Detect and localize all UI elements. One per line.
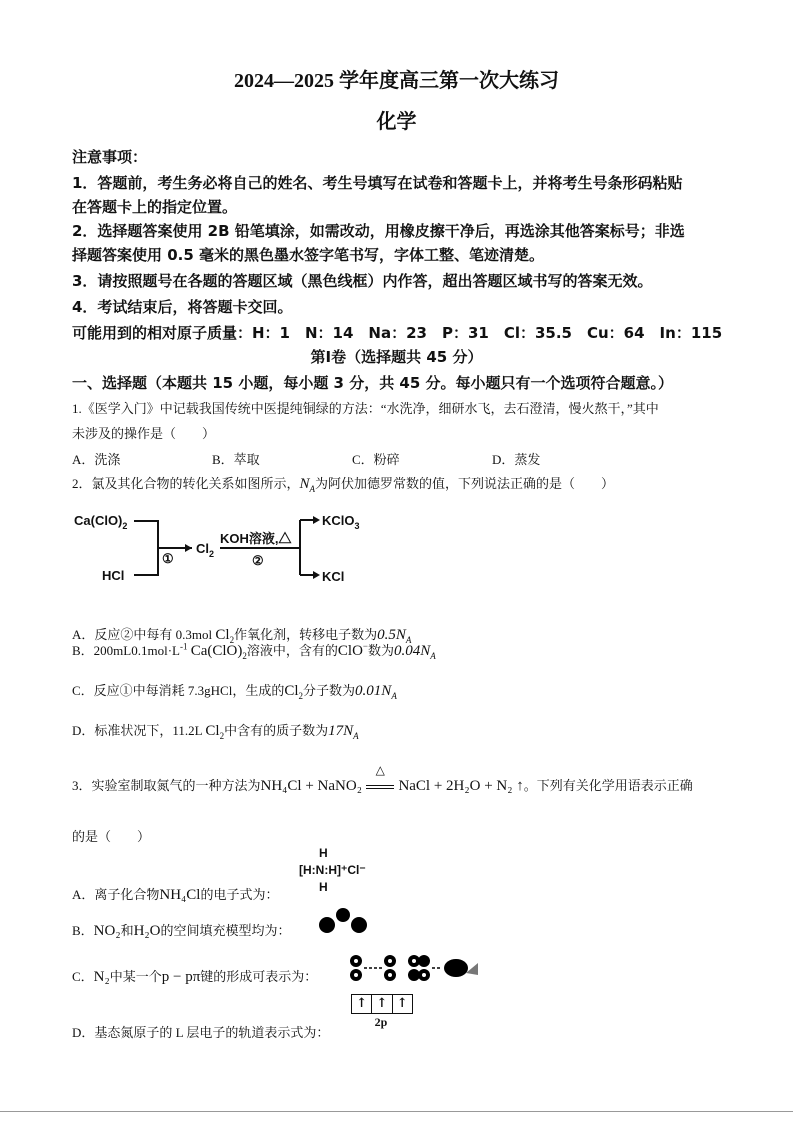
- q3-option-a: [72, 884, 278, 904]
- q2-d-pre: D．标准状况下，11.2L: [72, 723, 206, 738]
- q3-c-post: 键的形成可表示为：: [200, 969, 318, 984]
- scheme-condition: KOH溶液,△: [220, 531, 292, 546]
- q2-a-chem: $Cl_2$: [215, 627, 235, 645]
- scheme-product-kcl: KCl: [322, 569, 345, 584]
- scheme-product-kclo3: KClO$_3$: [322, 513, 360, 531]
- edot-line-1: H: [319, 846, 328, 860]
- q2-c-mid: 分子数为: [303, 683, 356, 698]
- q2-b-ion: ClO−: [337, 641, 368, 659]
- scheme-step-2: ②: [252, 553, 264, 568]
- q2-a-pre: A．反应②中每有 0.3mol: [72, 627, 216, 642]
- q2-a-val: $0.5N_A$: [377, 627, 412, 645]
- q3-c-pre: C．: [72, 969, 94, 984]
- edot-line-2: [H:N:H]⁺Cl⁻: [299, 863, 366, 877]
- q3-stem-post: 。下列有关化学用语表示正确: [523, 778, 693, 793]
- q3-eq-left: NH₄Cl + NaNO₂: [260, 778, 362, 794]
- q2-option-d: [72, 720, 359, 741]
- q1-option-a: A．洗涤: [72, 452, 121, 467]
- notice-item-2: 2．选择题答案使用 2B 铅笔填涂，如需改动，用橡皮擦干净后，再选涂其他答案标号；非选: [72, 222, 685, 240]
- q3-c-bond: p − pπ: [161, 969, 201, 985]
- exam-title: 2024—2025 学年度高三第一次大练习: [234, 70, 559, 92]
- q3-stem: [72, 763, 693, 795]
- q2-c-pre: C．反应①中每消耗 7.3gHCl，生成的: [72, 683, 285, 698]
- orbital-diagram: [351, 994, 415, 1030]
- atomic-masses: 可能用到的相对原子质量：H：1 N：14 Na：23 P：31 Cl：35.5 Cu：64 In：115: [72, 324, 723, 342]
- q3-b-chem2: H₂O: [133, 923, 161, 939]
- orbital-box-1: ↑: [352, 995, 372, 1013]
- q2-reaction-scheme: [72, 505, 392, 590]
- q2-b-val: $0.04N_A$: [394, 643, 436, 661]
- q2-b-mid: 溶液中，含有的: [246, 643, 338, 658]
- q3-a-pre: A．离子化合物: [72, 887, 160, 902]
- orbital-box-3: ↑: [396, 996, 408, 1011]
- q3-b-chem1: NO₂: [93, 923, 121, 939]
- q2-stem-post: 为阿伏加德罗常数的值，下列说法正确的是（ ）: [315, 476, 615, 491]
- section-heading: 一、选择题（本题共 15 小题，每小题 3 分，共 45 分。每小题只有一个选项符合题意。）: [72, 374, 674, 392]
- edot-line-3: H: [319, 880, 328, 894]
- q3-eq-right: NaCl + 2H₂O + N₂ ↑: [398, 778, 524, 794]
- q2-d-chem: $Cl_2$: [205, 723, 225, 741]
- subject-title: 化学: [376, 111, 417, 133]
- q3-b-and: 和: [120, 923, 134, 938]
- notice-item-3: 3．请按照题号在各题的答题区域（黑色线框）内作答，超出答题区域书写的答案无效。: [72, 272, 653, 290]
- q1-option-c: C．粉碎: [352, 452, 400, 467]
- q3-option-c: [72, 966, 317, 986]
- notice-item-4: 4．考试结束后，将答题卡交回。: [72, 298, 293, 316]
- q2-option-c: [72, 680, 397, 701]
- q2-b-sup: -1: [179, 641, 188, 652]
- notice-heading: 注意事项：: [72, 148, 148, 166]
- q3-option-b: [72, 920, 291, 940]
- q3-c-chem: N₂: [93, 969, 110, 985]
- scheme-step-1: ①: [162, 551, 174, 566]
- q2-stem-pre: 2．氯及其化合物的转化关系如图所示，: [72, 476, 300, 491]
- q3-eq-cond: △: [375, 763, 385, 777]
- q2-na-sub: A: [309, 484, 316, 494]
- orbital-label: 2p: [374, 1015, 388, 1029]
- q3-eq-arrow: [365, 763, 395, 794]
- page-bottom-rule: [0, 1111, 793, 1112]
- scheme-product-cl2: $Cl_2$: [196, 541, 215, 559]
- q2-b-mid2: 数为: [368, 643, 395, 658]
- notice-item-1: 1．答题前，考生务必将自己的姓名、考生号填写在试卷和答题卡上，并将考生号条形码粘贴: [72, 174, 683, 192]
- q2-b-chem: $Ca(ClO)_2$: [190, 643, 247, 661]
- q2-na: [300, 476, 316, 492]
- q2-c-val: $0.01N_A$: [355, 683, 397, 701]
- scheme-reagent-1: $Ca(ClO)_2$: [74, 513, 128, 531]
- orbital-boxes: [351, 994, 413, 1014]
- q1-option-d: D．蒸发: [492, 452, 541, 467]
- electron-dot-structure: [299, 846, 389, 898]
- notice-item-1-cont: 在答题卡上的指定位置。: [72, 198, 238, 216]
- q1-stem-cont: 未涉及的操作是（ ）: [72, 426, 216, 441]
- q3-option-d: D．基态氮原子的 L 层电子的轨道表示式为：: [72, 1025, 330, 1040]
- volume-heading: 第Ⅰ卷（选择题共 45 分）: [310, 348, 483, 366]
- q3-a-post: 的电子式为：: [200, 887, 279, 902]
- q3-b-pre: B．: [72, 923, 94, 938]
- q2-b-pre: B．200mL0.1mol·L: [72, 643, 180, 658]
- q2-option-b: [72, 640, 436, 661]
- orbital-box-2: ↑: [372, 995, 392, 1013]
- q3-c-mid: 中某一个: [109, 969, 162, 984]
- q2-a-mid: 作氧化剂，转移电子数为: [234, 627, 378, 642]
- space-filling-model-icon: [318, 906, 368, 934]
- q3-stem-pre: 3．实验室制取氮气的一种方法为: [72, 778, 261, 793]
- q3-stem-cont: 的是（ ）: [72, 829, 151, 844]
- notice-item-2-cont: 择题答案使用 0.5 毫米的黑色墨水签字笔书写，字体工整、笔迹清楚。: [72, 246, 545, 264]
- q3-a-chem: NH₄Cl: [159, 887, 201, 903]
- scheme-line-top: [134, 521, 158, 575]
- q2-c-chem: $Cl_2$: [284, 683, 304, 701]
- scheme-reagent-2: HCl: [102, 568, 125, 583]
- q2-d-mid: 中含有的质子数为: [224, 723, 329, 738]
- q2-na-n: N: [299, 476, 310, 492]
- q1-stem: 1.《医学入门》中记载我国传统中医提纯铜绿的方法：“水洗净，细研水飞，去石澄清，慢火熬干，”其中: [72, 401, 659, 416]
- q2-d-val: $17N_A$: [328, 723, 359, 741]
- q2-stem: [72, 473, 614, 494]
- p-p-pi-bond-icon: [346, 953, 480, 983]
- q3-b-post: 的空间填充模型均为：: [160, 923, 291, 938]
- q1-option-b: B．萃取: [212, 452, 260, 467]
